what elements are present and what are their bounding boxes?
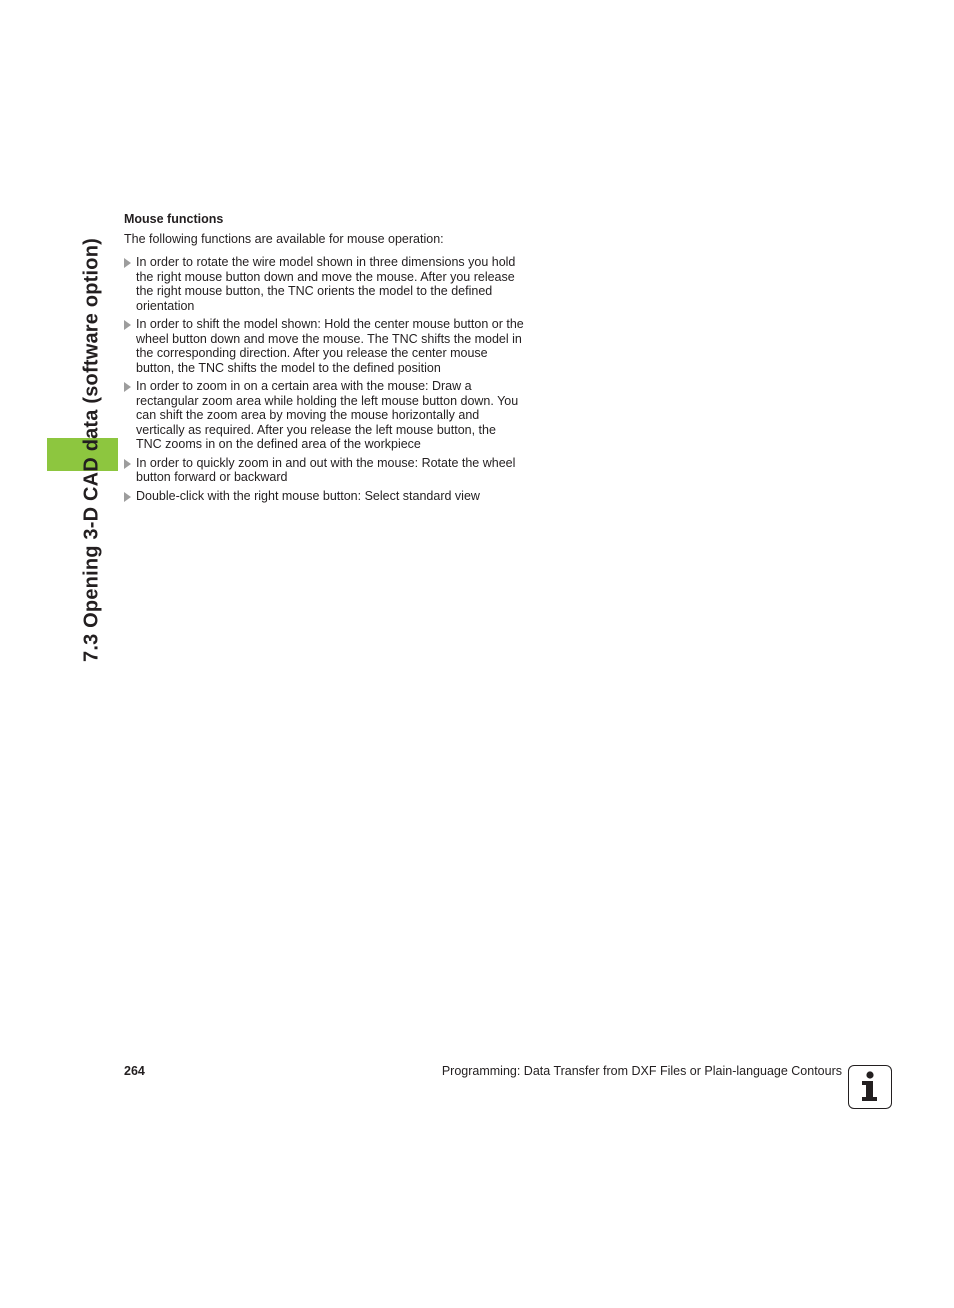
section-heading: Mouse functions [124, 212, 224, 226]
list-item [124, 379, 524, 452]
page-number: 264 [124, 1064, 145, 1078]
bullet-arrow-icon [124, 492, 131, 502]
mouse-functions-list [124, 255, 524, 503]
bullet-arrow-icon [124, 459, 131, 469]
list-item [124, 255, 524, 313]
bullet-arrow-icon [124, 258, 131, 268]
section-intro: The following functions are available for mouse operation: [124, 232, 444, 246]
list-item [124, 456, 524, 485]
main-content [124, 211, 524, 507]
list-item-text: In order to quickly zoom in and out with the mouse: Rotate the wheel button forward or backward [136, 455, 516, 484]
info-icon [848, 1065, 892, 1109]
chapter-side-title: 7.3 Opening 3-D CAD data (software option) [80, 238, 103, 662]
list-item [124, 489, 524, 504]
list-item-text: Double-click with the right mouse button: Select standard view [136, 488, 480, 503]
list-item-text: In order to shift the model shown: Hold the center mouse button or the wheel button down and move the mouse. The TNC shifts the model in the corresponding direction. After you release the center mouse button, the TNC shifts the model to the defined position [136, 317, 524, 375]
bullet-arrow-icon [124, 320, 131, 330]
list-item [124, 317, 524, 375]
running-footer-title: Programming: Data Transfer from DXF Files or Plain-language Contours [441, 1064, 842, 1078]
bullet-arrow-icon [124, 382, 131, 392]
list-item-text: In order to zoom in on a certain area with the mouse: Draw a rectangular zoom area while holding the left mouse button down. You can shift the zoom area by moving the mouse horizontally and vertically as required. After you release the left mouse button, the TNC zooms in on the defined area of the workpiece [136, 379, 519, 451]
list-item-text: In order to rotate the wire model shown in three dimensions you hold the right mouse button down and move the mouse. After you release the right mouse button, the TNC orients the model to the defined orientation [136, 255, 516, 313]
